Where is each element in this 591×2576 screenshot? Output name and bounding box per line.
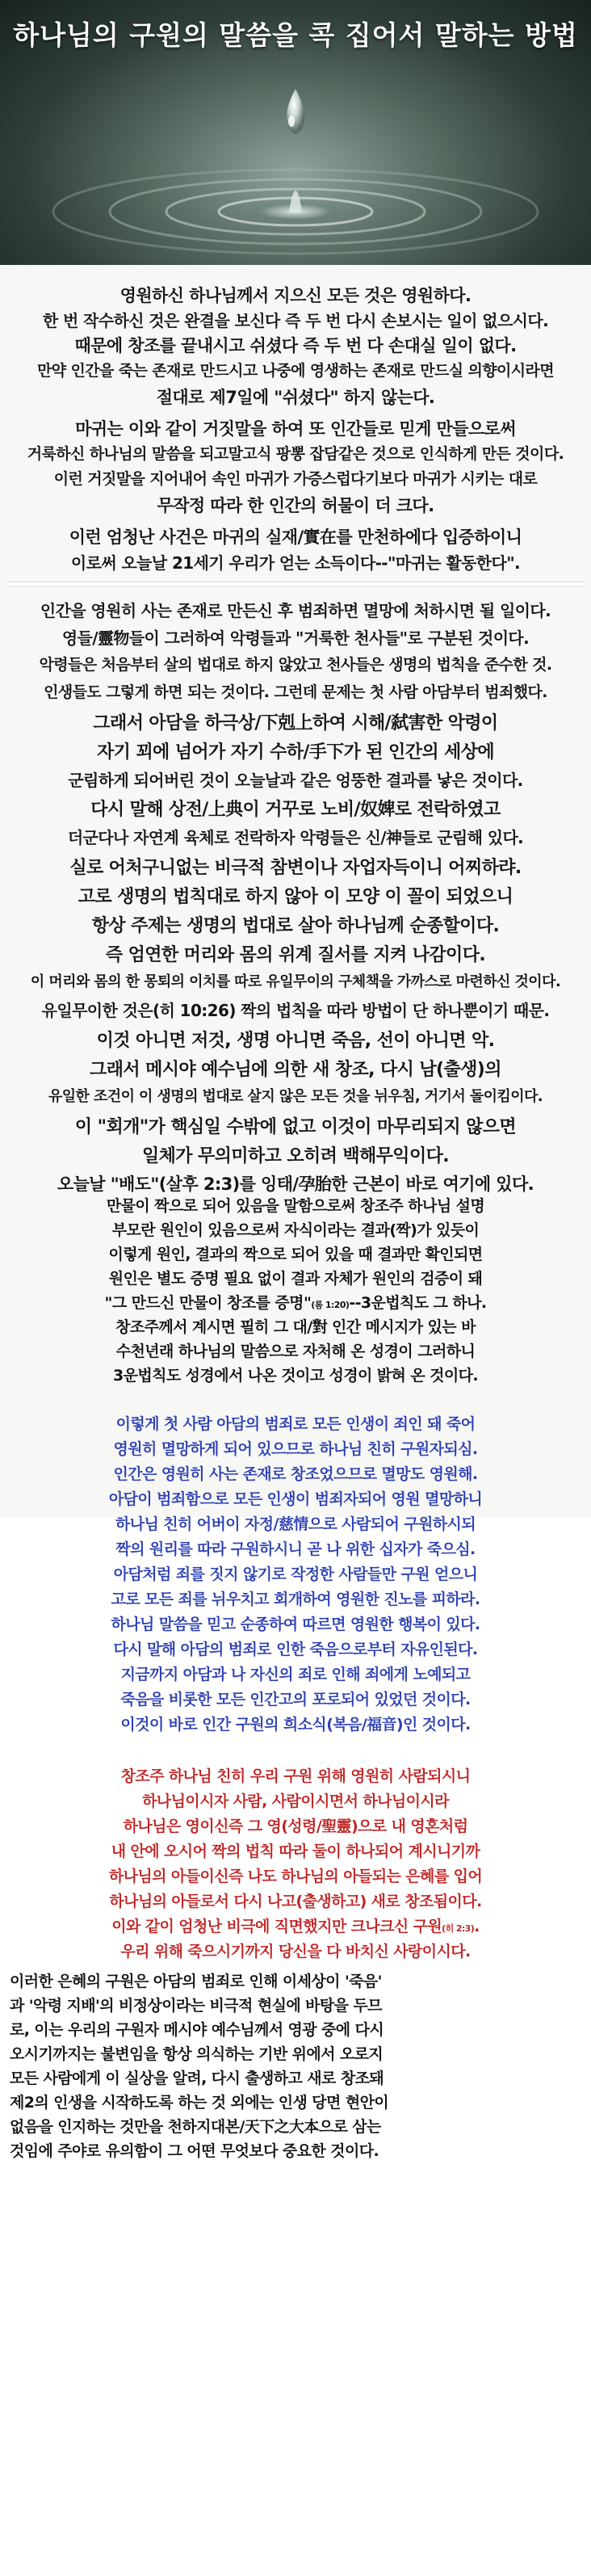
scan-line: 그래서 아담을 하극상/下剋上하여 시해/弑害한 악령이 (93, 713, 498, 733)
text-line: 죽음을 비롯한 모든 인간고의 포로되어 있었던 것이다. (120, 1691, 471, 1708)
scan-line: 영들/靈物들이 그러하여 악령들과 "거룩한 천사들"로 구분된 것이다. (61, 628, 530, 648)
scan-line: 만약 인간을 죽는 존재로 만드시고 나중에 영생하는 존재로 만드실 의향이시라면 (36, 362, 555, 380)
text-line: 하나님의 아들로서 다시 나고(출생하고) 새로 창조됨이다. (109, 1893, 482, 1910)
scan-line: 무작정 따라 한 인간의 허물이 더 크다. (157, 496, 434, 515)
scan-line: 그래서 메시야 예수님에 의한 새 창조, 다시 남(출생)의 (90, 1060, 501, 1080)
scan-line: 다시 말해 상전/上典이 거꾸로 노비/奴婢로 전락하였고 (90, 800, 501, 820)
scan-line: 이 머리와 몸의 한 몽퇴의 이치를 따로 유일무이의 구체책을 가까스로 마련하신 것이다. (30, 973, 561, 990)
page-title: 하나님의 구원의 말씀을 콕 집어서 말하는 방법 (13, 19, 578, 51)
scan-line: 거룩하신 하나님의 말씀을 되고말고식 팡뽕 잡담같은 것으로 인식하게 만든 것이다. (27, 445, 564, 463)
scan-line: 자기 꾀에 넘어가 자기 수하/手下가 된 인간의 세상에 (96, 742, 495, 763)
text-line: 내 안에 오시어 짝의 법칙 따라 둘이 하나되어 계시니기까 (111, 1843, 480, 1860)
divider (6, 582, 585, 586)
text-span: --3운법칙도 그 하나. (349, 1294, 487, 1312)
scan-line: 때문에 창조를 끝내시고 쉬셨다 즉 두 번 다 손대실 일이 없다. (74, 336, 517, 355)
text-line: 과 '악령 지배'의 비정상이라는 비극적 현실에 바탕을 두므 (10, 1997, 382, 2015)
text-line: 제2의 인생을 시작하도록 하는 것 외에는 인생 당면 현안이 (10, 2094, 389, 2112)
text-line: 이것이 바로 인간 구원의 희소식(복음/福音)인 것이다. (120, 1716, 471, 1733)
bible-reference: (롬 1:20) (311, 1300, 350, 1310)
text-line: 지금까지 아담과 나 자신의 죄로 인해 죄에게 노예되고 (120, 1666, 471, 1683)
text-line: 인간은 영원히 사는 존재로 창조었으므로 멸망도 영원해. (113, 1465, 478, 1483)
scan-line: 이로써 오늘날 21세기 우리가 얻는 소득이다--"마귀는 활동한다". (70, 553, 521, 573)
text-line: 오시기까지는 불변임을 항상 의식하는 기반 위에서 오로지 (10, 2045, 384, 2063)
text-span: 이와 같이 엄청난 비극에 직면했지만 크나크신 구원 (111, 1918, 442, 1935)
text-line: 짝의 원리를 따라 구원하시니 곧 나 위한 십자가 죽으심. (115, 1540, 476, 1558)
scan-line: 즉 엄연한 머리와 몸의 위계 질서를 지켜 나감이다. (105, 945, 486, 965)
scan-line: 절대로 제7일에 "쉬셨다" 하지 않는다. (156, 388, 435, 407)
header-banner (0, 0, 591, 265)
text-line: 창조주 하나님 친히 우리 구원 위해 영원히 사람되시니 (120, 1767, 471, 1785)
text-line: 하나님 말씀을 믿고 순종하여 따르면 영원한 행복이 있다. (111, 1616, 480, 1633)
text-line: 수천년래 하나님의 말씀으로 자처해 온 성경이 그러하니 (115, 1343, 476, 1360)
text-line: 3운법칙도 성경에서 나온 것이고 성경이 밝혀 온 것이다. (113, 1367, 478, 1385)
text-line: 하나님의 아들이신즉 나도 하나님의 아들되는 은혜를 입어 (108, 1868, 483, 1885)
text-line: 이러한 은혜의 구원은 아담의 범죄로 인해 이세상이 '죽음' (10, 1973, 382, 1990)
text-line: 하나님이시자 사람, 사람이시면서 하나님이시라 (142, 1792, 449, 1810)
bible-reference: (히 2:3) (442, 1923, 475, 1934)
scan-line: 일체가 무의미하고 오히려 백해무익이다. (141, 1146, 450, 1166)
text-span: . (474, 1918, 480, 1935)
scan-line: 이것 아니면 저것, 생명 아니면 죽음, 선이 아니면 악. (96, 1031, 495, 1051)
text-line: 하나님 친히 어버이 자정/慈情으로 사람되어 구원하시되 (115, 1515, 476, 1533)
scan-line: 인생들도 그렇게 하면 되는 것이다. 그런데 문제는 첫 사람 아담부터 범죄했다. (44, 683, 547, 701)
scan-line: 더군다나 자연계 육체로 전락하자 악령들은 신/神들로 군림해 있다. (67, 828, 524, 847)
scan-line: 이런 엄청난 사건은 마귀의 실재/實在를 만천하에다 입증하이니 (69, 527, 522, 547)
text-line: 아담이 범죄함으로 모든 인생이 범죄자되어 영원 멸망하니 (108, 1490, 483, 1508)
scan-line: 고로 생명의 법칙대로 하지 않아 이 모양 이 꼴이 되었으니 (78, 887, 513, 907)
text-line: 고로 모든 죄를 뉘우치고 회개하여 영원한 진노를 피하라. (111, 1591, 480, 1608)
scan-line: 이 "회개"가 핵심일 수밖에 없고 이것이 마무리되지 않으면 (74, 1117, 517, 1137)
text-line: 원인은 별도 증명 필요 없이 결과 자체가 원인의 검증이 돼 (108, 1270, 483, 1288)
text-span: "그 만드신 만물이 창조를 증명" (104, 1294, 312, 1312)
scan-line: 한 번 작수하신 것은 완결을 보신다 즉 두 번 다시 손보시는 일이 없으시다. (42, 311, 549, 330)
text-line (6, 1291, 585, 1313)
text-line: 이렇게 첫 사람 아담의 범죄로 모든 인생이 죄인 돼 죽어 (115, 1415, 476, 1433)
text-line: 로, 이는 우리의 구원자 메시야 예수님께서 영광 중에 다시 (10, 2021, 384, 2039)
text-line: 만물이 짝으로 되어 있음을 말함으로써 창조주 하나님 설명 (106, 1197, 485, 1215)
scan-line: 유일한 조건이 이 생명의 법대로 살지 않은 모든 것을 뉘우침, 거기서 돌이킴이다. (48, 1088, 543, 1105)
text-line: 부모란 원인이 있음으로써 자식이라는 결과(짝)가 있듯이 (111, 1221, 480, 1239)
scan-line: 항상 주제는 생명의 법대로 살아 하나님께 순종할이다. (91, 916, 500, 936)
scan-line: 실로 어처구니없는 비극적 참변이나 자업자득이니 어찌하랴. (69, 858, 522, 878)
text-line: 하나님은 영이신즉 그 영(성령/聖靈)으로 내 영혼처럼 (123, 1817, 468, 1835)
scan-line: 유일무이한 것은(히 10:26) 짝의 법칙을 따라 방법이 단 하나뿐이기 때문. (41, 1001, 550, 1020)
text-line: 모든 사람에게 이 실상을 알려, 다시 출생하고 새로 창조돼 (10, 2070, 384, 2087)
text-line: 창조주께서 계시면 필히 그 대/對 인간 메시지가 있는 바 (115, 1318, 476, 1336)
scan-line: 악령들은 처음부터 살의 법대로 하지 않았고 천사들은 생명의 법칙을 준수한 것. (39, 656, 552, 674)
scan-line: 오늘날 "배도"(살후 2:3)를 잉태/孕胎한 근본이 바로 여기에 있다. (57, 1175, 534, 1194)
text-line: 영원히 멸망하게 되어 있으므로 하나님 친히 구원자되심. (113, 1440, 478, 1458)
text-line: 없음을 인지하는 것만을 천하지대본/天下之大本으로 삼는 (10, 2118, 381, 2136)
scan-line: 군림하게 되어버린 것이 오늘날과 같은 엉뚱한 결과를 낳은 것이다. (68, 771, 523, 790)
text-line: 것임에 주야로 유의함이 그 어떤 무엇보다 중요한 것이다. (10, 2142, 379, 2160)
text-line: 아담처럼 죄를 짓지 않기로 작정한 사람들만 구원 얻으니 (113, 1565, 478, 1583)
text-line (6, 1914, 585, 1936)
scan-line: 영원하신 하나님께서 지으신 모든 것은 영원하다. (119, 286, 472, 305)
scan-line: 마귀는 이와 같이 거짓말을 하여 또 인간들로 믿게 만들으로써 (75, 419, 516, 439)
text-line: 다시 말해 아담의 범죄로 인한 죽음으로부터 자유인된다. (113, 1641, 478, 1658)
scan-line: 이런 거짓말을 지어내어 속인 마귀가 가증스럽다기보다 마귀가 시키는 대로 (53, 470, 538, 488)
text-line: 우리 위해 죽으시기까지 당신을 다 바치신 사랑이시다. (120, 1943, 471, 1960)
text-line: 이렇게 원인, 결과의 짝으로 되어 있을 때 결과만 확인되면 (108, 1246, 483, 1263)
scan-line: 인간을 영원히 사는 존재로 만든신 후 범죄하면 멸망에 처하시면 될 일이다. (40, 601, 551, 620)
